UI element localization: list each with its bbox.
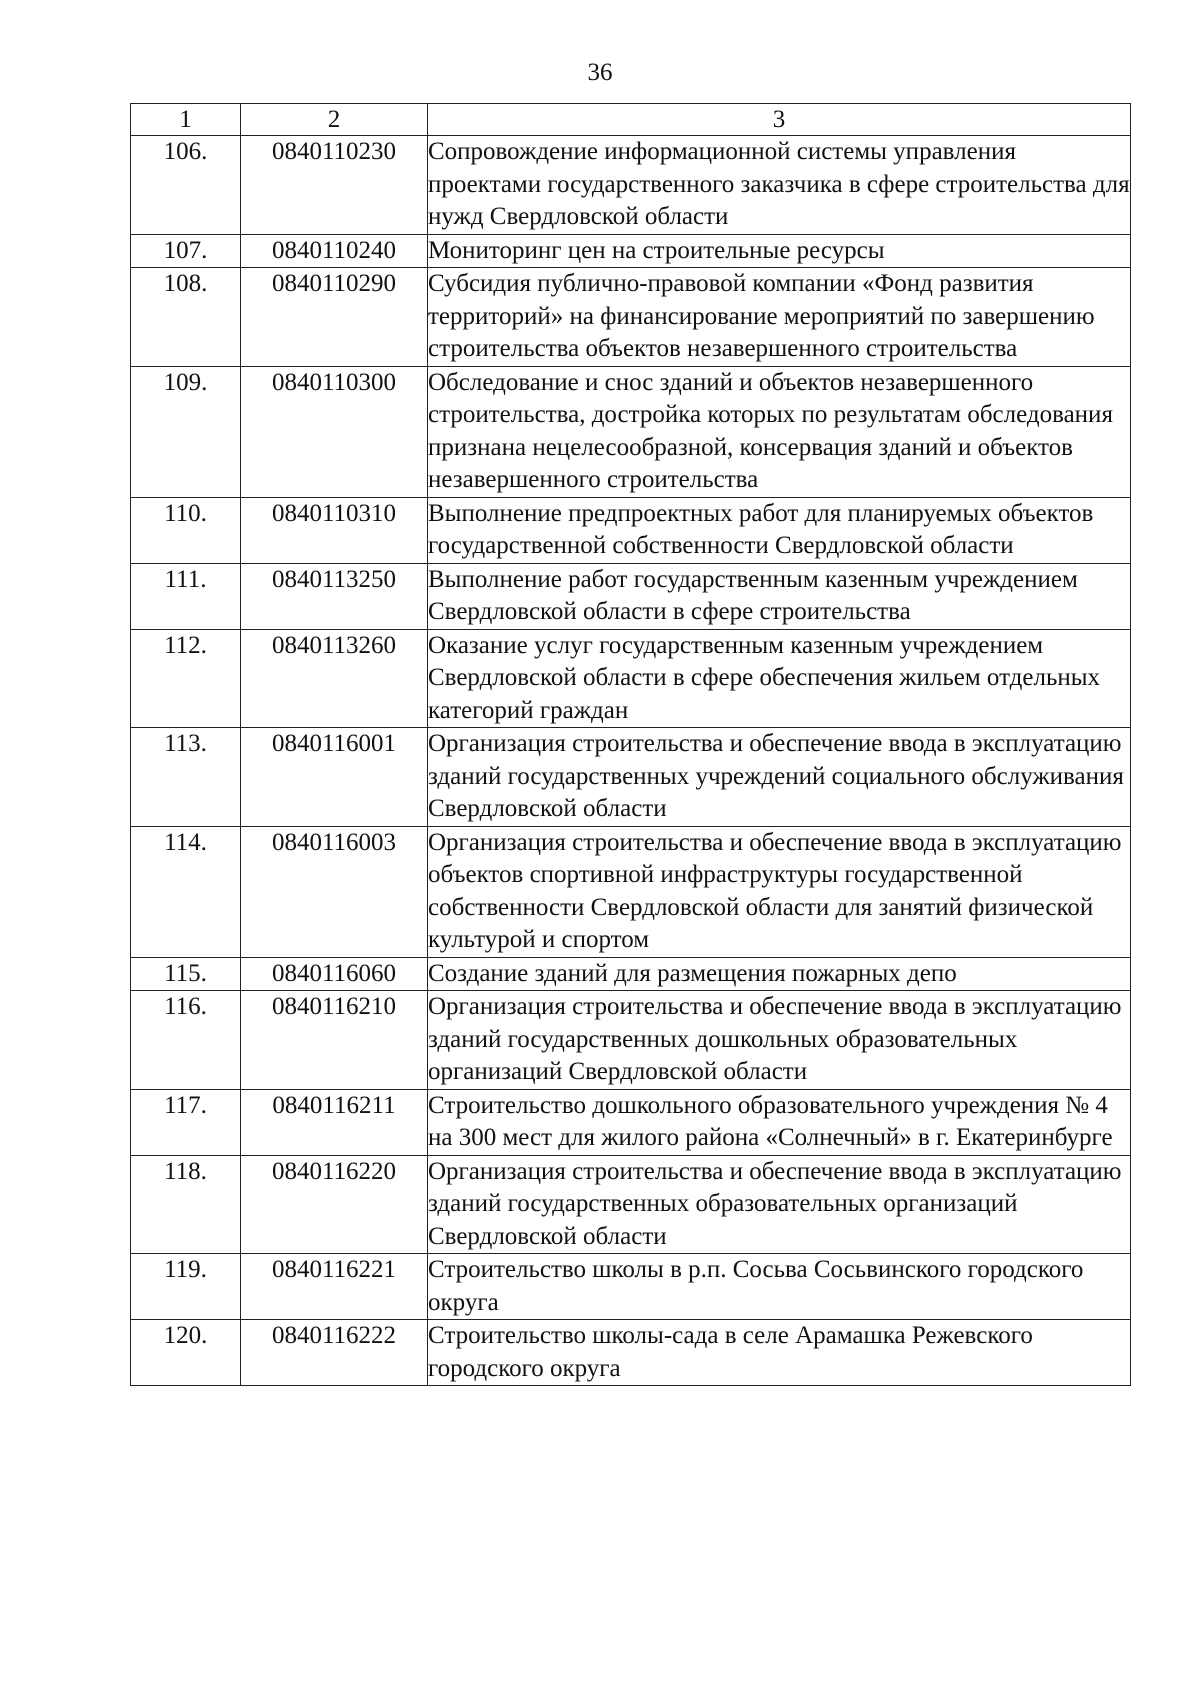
- column-header-1: 1: [131, 104, 241, 136]
- description-cell: Создание зданий для размещения пожарных депо: [428, 957, 1131, 991]
- row-number-cell: 115.: [131, 957, 241, 991]
- description-cell: Организация строительства и обеспечение ввода в эксплуатацию зданий государственных учреждений социального обслуживания Свердловской области: [428, 728, 1131, 827]
- budget-code-cell: 0840116003: [241, 826, 428, 957]
- table-row: [131, 268, 1131, 367]
- budget-code-cell: 0840116210: [241, 991, 428, 1090]
- description-cell: Оказание услуг государственным казенным учреждением Свердловской области в сфере обеспечения жильем отдельных категорий граждан: [428, 629, 1131, 728]
- row-number-cell: 107.: [131, 234, 241, 268]
- row-number-cell: 106.: [131, 136, 241, 235]
- row-number-cell: 109.: [131, 366, 241, 497]
- row-number-cell: 110.: [131, 497, 241, 563]
- table-row: [131, 1254, 1131, 1320]
- page-number: 36: [587, 59, 613, 86]
- description-cell: Строительство дошкольного образовательного учреждения № 4 на 300 мест для жилого района «Солнечный» в г. Екатеринбурге: [428, 1089, 1131, 1155]
- table-row: [131, 1320, 1131, 1386]
- budget-code-cell: 0840113250: [241, 563, 428, 629]
- description-cell: Организация строительства и обеспечение ввода в эксплуатацию зданий государственных дошкольных образовательных организаций Свердловской области: [428, 991, 1131, 1090]
- description-cell: Субсидия публично-правовой компании «Фонд развития территорий» на финансирование мероприятий по завершению строительства объектов незавершенного строительства: [428, 268, 1131, 367]
- table-row: [131, 728, 1131, 827]
- budget-code-cell: 0840116060: [241, 957, 428, 991]
- row-number-cell: 117.: [131, 1089, 241, 1155]
- description-cell: Организация строительства и обеспечение ввода в эксплуатацию зданий государственных образовательных организаций Свердловской области: [428, 1155, 1131, 1254]
- row-number-cell: 119.: [131, 1254, 241, 1320]
- table-row: [131, 991, 1131, 1090]
- row-number-cell: 120.: [131, 1320, 241, 1386]
- column-header-2: 2: [241, 104, 428, 136]
- table-row: [131, 826, 1131, 957]
- budget-classification-table: [130, 103, 1131, 1386]
- budget-code-cell: 0840113260: [241, 629, 428, 728]
- description-cell: Строительство школы в р.п. Сосьва Сосьвинского городского округа: [428, 1254, 1131, 1320]
- row-number-cell: 118.: [131, 1155, 241, 1254]
- row-number-cell: 113.: [131, 728, 241, 827]
- table-row: [131, 497, 1131, 563]
- description-cell: Выполнение предпроектных работ для планируемых объектов государственной собственности Свердловской области: [428, 497, 1131, 563]
- budget-code-cell: 0840116001: [241, 728, 428, 827]
- description-cell: Сопровождение информационной системы управления проектами государственного заказчика в сфере строительства для нужд Свердловской области: [428, 136, 1131, 235]
- column-header-3: 3: [428, 104, 1131, 136]
- description-cell: Организация строительства и обеспечение ввода в эксплуатацию объектов спортивной инфраструктуры государственной собственности Свердловской области для занятий физической культурой и спортом: [428, 826, 1131, 957]
- row-number-cell: 114.: [131, 826, 241, 957]
- budget-code-cell: 0840110310: [241, 497, 428, 563]
- budget-code-cell: 0840110290: [241, 268, 428, 367]
- budget-code-cell: 0840110230: [241, 136, 428, 235]
- row-number-cell: 111.: [131, 563, 241, 629]
- row-number-cell: 112.: [131, 629, 241, 728]
- budget-code-cell: 0840110300: [241, 366, 428, 497]
- budget-code-cell: 0840116220: [241, 1155, 428, 1254]
- budget-code-cell: 0840116222: [241, 1320, 428, 1386]
- description-cell: Мониторинг цен на строительные ресурсы: [428, 234, 1131, 268]
- table-row: [131, 234, 1131, 268]
- table-row: [131, 1089, 1131, 1155]
- table-row: [131, 366, 1131, 497]
- description-cell: Выполнение работ государственным казенным учреждением Свердловской области в сфере строительства: [428, 563, 1131, 629]
- description-cell: Строительство школы-сада в селе Арамашка Режевского городского округа: [428, 1320, 1131, 1386]
- table-row: [131, 957, 1131, 991]
- table-row: [131, 1155, 1131, 1254]
- table-row: [131, 629, 1131, 728]
- row-number-cell: 116.: [131, 991, 241, 1090]
- budget-code-cell: 0840116211: [241, 1089, 428, 1155]
- table-row: [131, 136, 1131, 235]
- row-number-cell: 108.: [131, 268, 241, 367]
- description-cell: Обследование и снос зданий и объектов незавершенного строительства, достройка которых по результатам обследования признана нецелесообразной, консервация зданий и объектов незавершенного строительства: [428, 366, 1131, 497]
- budget-code-cell: 0840110240: [241, 234, 428, 268]
- budget-code-cell: 0840116221: [241, 1254, 428, 1320]
- table-body: [131, 136, 1131, 1386]
- table-row: [131, 563, 1131, 629]
- table-header-row: [131, 104, 1131, 136]
